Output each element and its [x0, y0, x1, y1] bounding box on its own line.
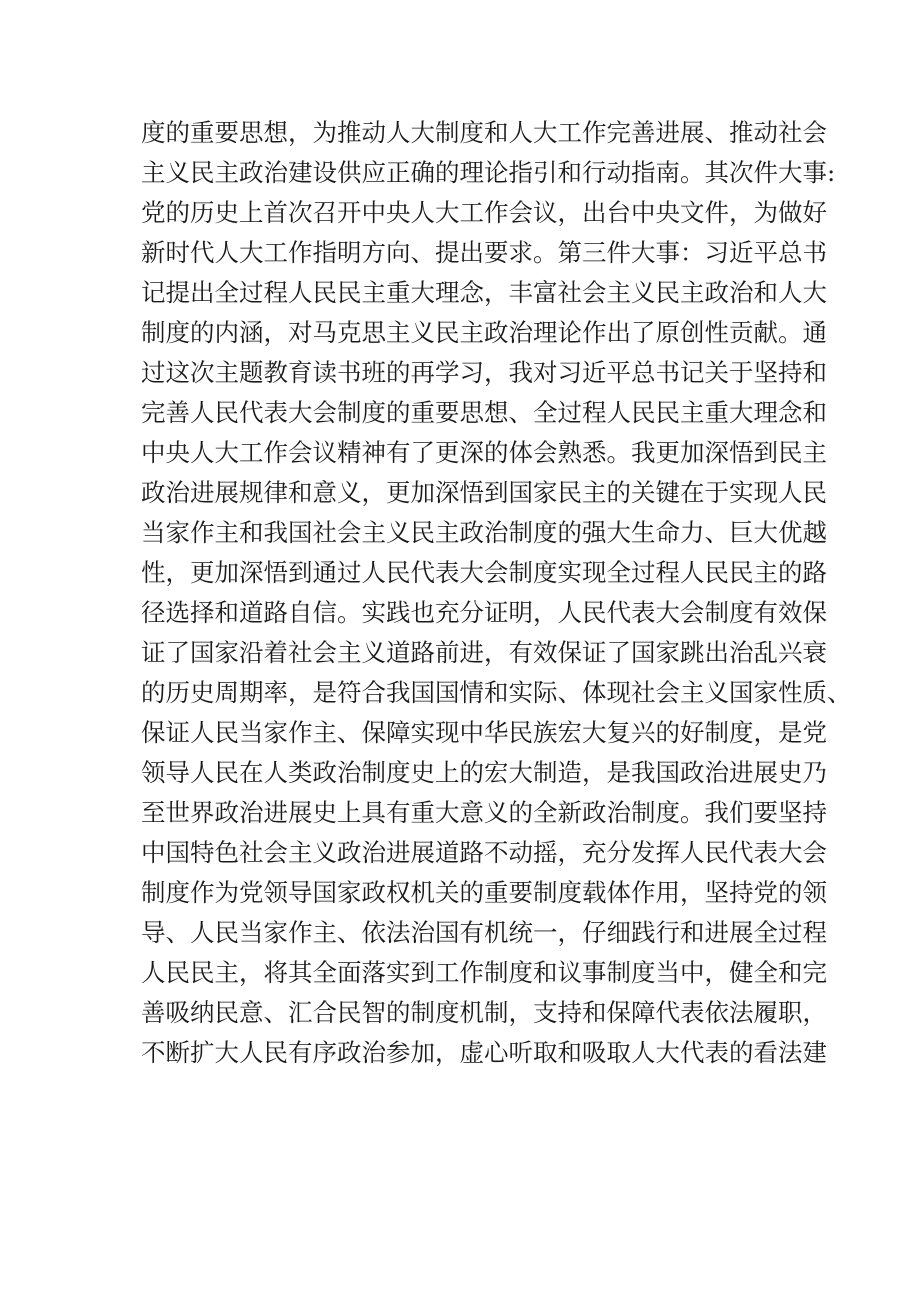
text-line: 导、人民当家作主、依法治国有机统一，仔细践行和进展全过程: [141, 918, 827, 947]
text-line: 的历史周期率，是符合我国国情和实际、体现社会主义国家性质、: [141, 678, 852, 707]
text-line: 性，更加深悟到通过人民代表大会制度实现全过程人民民主的路: [141, 558, 827, 587]
text-line: 至世界政治进展史上具有重大意义的全新政治制度。我们要坚持: [141, 798, 827, 827]
text-line: 径选择和道路自信。实践也充分证明，人民代表大会制度有效保: [141, 598, 827, 627]
text-line: 当家作主和我国社会主义民主政治制度的强大生命力、巨大优越: [141, 518, 827, 547]
text-line: 政治进展规律和意义，更加深悟到国家民主的关键在于实现人民: [141, 478, 827, 507]
text-line: 保证人民当家作主、保障实现中华民族宏大复兴的好制度，是党: [141, 718, 827, 747]
text-line: 人民民主，将其全面落实到工作制度和议事制度当中，健全和完: [141, 958, 827, 987]
body-text: [141, 113, 852, 1073]
text-line: 主义民主政治建设供应正确的理论指引和行动指南。其次件大事:: [141, 158, 836, 187]
text-line: 记提出全过程人民民主重大理念，丰富社会主义民主政治和人大: [141, 278, 827, 307]
text-line: 新时代人大工作指明方向、提出要求。第三件大事：习近平总书: [141, 238, 827, 267]
text-line: 领导人民在人类政治制度史上的宏大制造，是我国政治进展史乃: [141, 758, 827, 787]
text-line: 党的历史上首次召开中央人大工作会议，出台中央文件，为做好: [141, 198, 827, 227]
text-line: 度的重要思想，为推动人大制度和人大工作完善进展、推动社会: [141, 118, 827, 147]
text-line: 制度的内涵，对马克思主义民主政治理论作出了原创性贡献。通: [141, 318, 827, 347]
text-line: 过这次主题教育读书班的再学习，我对习近平总书记关于坚持和: [141, 358, 827, 387]
text-line: 中国特色社会主义政治进展道路不动摇，充分发挥人民代表大会: [141, 838, 827, 867]
text-line: 制度作为党领导国家政权机关的重要制度载体作用，坚持党的领: [141, 878, 827, 907]
text-line: 中央人大工作会议精神有了更深的体会熟悉。我更加深悟到民主: [141, 438, 827, 467]
text-line: 证了国家沿着社会主义道路前进，有效保证了国家跳出治乱兴衰: [141, 638, 827, 667]
text-line: 不断扩大人民有序政治参加，虚心听取和吸取人大代表的看法建: [141, 1038, 827, 1067]
text-line: 完善人民代表大会制度的重要思想、全过程人民民主重大理念和: [141, 398, 827, 427]
text-line: 善吸纳民意、汇合民智的制度机制，支持和保障代表依法履职，: [141, 998, 827, 1027]
